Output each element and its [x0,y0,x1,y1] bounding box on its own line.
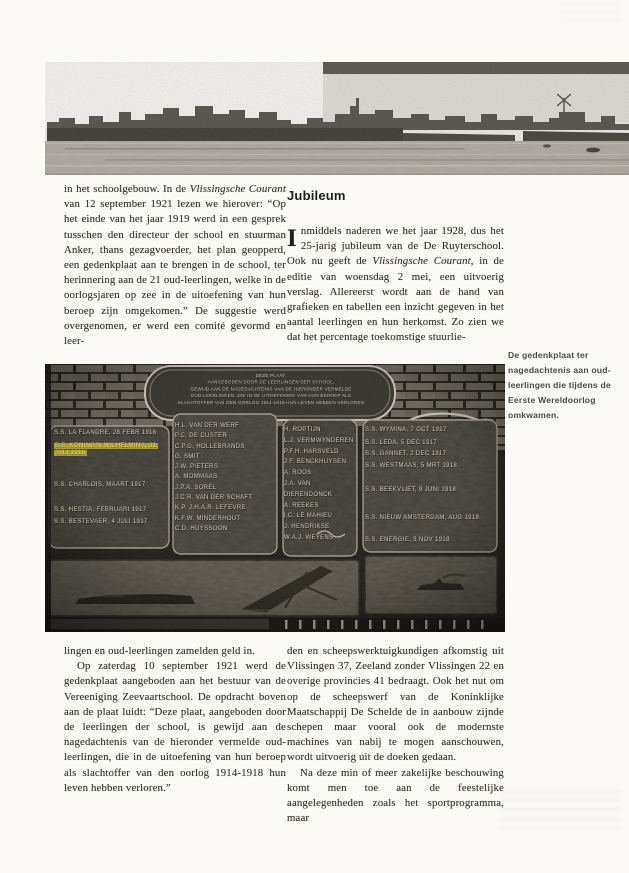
text-segment: van 12 september 1921 lezen we hierover: “Op het einde van het jaar 1919 werd in een gesprek tusschen den directeur der school en stuurman Anker, thans gezagvoerder, het plan geopperd, een gedenkplaat aan te brengen in de school, ter herinnering aan de 21 oud-leerlingen, welke in de oorlogsjaren op zee in de uitoefening van hun beroep zijn omgekomen.” De suggestie werd overgenomen, er werd een comité gevormd en leer- [64,198,287,348]
panorama-art [45,62,629,175]
right-column-top-paragraph [287,224,504,346]
name-entry: P.C. DE CUSTER [175,433,228,440]
memorial-plaque-photo [45,364,505,632]
name-entry: K.P. J.H.A.R. LEFEVRE [175,505,246,512]
name-entry: C.P.G. HOLLEBRANDS [175,443,245,450]
plaque-ships-left [54,430,168,526]
ship-entry: S.S. LEDA, 5 DEC 1917 [365,440,438,446]
right-column-bottom-paragraphs [287,644,504,826]
text-segment: nmiddels naderen we het jaar 1928, dus het 25-jarig jubileum van de De Ruyterschool. Ook nu geeft de [287,225,504,268]
left-column-bottom-paragraphs [64,644,286,796]
plaque-dedication: DEZE PLAAT, AANGEBODEN DOOR DE LEERLINGEN DER SCHOOL, GEWIJD AAN DE NAGEDACHTENIS VAN DE HIERONDER VERMELDE OUD-LEERLINGEN, DIE IN DE UITOEFENING VAN HUN BEROEP ALS SLACHTOFFER VAN DEN OORLOG 1914-1918 HUN LEVEN HEBBEN VERLOREN [177,373,365,406]
italic-title: Vlissingsche Courant [372,255,471,268]
name-entry: K.F.W. MINDERHOUT [175,515,241,522]
ship-entry: S.S. BEEKVLIET, 9 JUNI 1918 [365,487,457,493]
italic-title: Vlissingsche Courant [189,183,286,195]
name-entry: W.A.J. WEYENS [284,534,334,541]
ship-entry: S.S. BESTEVAER, 4 JULI 1917 [54,518,148,525]
name-entry: P.F.H. HARSVELD [284,448,339,455]
ship-entry: S.S. WESTMAAS, 5 MRT 1918 [365,463,458,469]
plaque-ships-right [365,426,493,544]
name-entry: J.W. PIETERS [175,464,219,471]
paragraph: Op zaterdag 10 september 1921 werd de gedenkplaat aangeboden aan het bestuur van de Vereeniging Zeevaartschool. De opdracht boven aan de plaat luidt: “Deze plaat, aangeboden door de leerlingen der school, is gewijd aan de nagedachtenis van de hieronder vermelde oud-leerlingen, die in de uitoefening van hun beroep als slachtoffer van den oorlog 1914-1918 hun leven hebben verloren.” [64,660,286,794]
ship-entry: S.S. NIEUW AMSTERDAM, AUG 1918 [365,515,480,521]
name-entry: L.J. VERMWYNDEREN [284,437,354,444]
name-entry: I.C. LE MAHIEU [284,513,333,520]
plaque-names-column-1 [175,421,279,534]
name-entry: J. HENDRIKSE [284,524,330,531]
drop-cap: I [287,225,297,252]
waterfront-panorama-photo [45,62,629,175]
photo-caption: De gedenkplaat ter nagedachtenis aan oud-leerlingen die tijdens de Eerste Wereldoorlog omkwamen. [508,350,611,420]
paragraph: den en scheepswerktuigkundigen afkomstig uit Vlissingen 37, Zeeland zonder Vlissingen 22 en overige provincies 41 bedraagt. Ook het nut om op de scheepswerf van de Koninklijke Maatschappij De Schelde de in aanbouw zijnde schepen maar vooral ook de modernste machines van nabij te mogen aanschouwen, wordt uitvoerig uit de doeken gedaan. [287,645,504,764]
section-heading: Jubileum [287,188,346,203]
ship-entry-highlighted: S.S. KONINGIN WILHELMINA, 31 JULI 1916 [55,442,157,456]
name-entry: H.L. VAN DER WERF [175,423,240,429]
scan-bleedthrough-artifact [560,2,620,22]
plaque-names-column-2 [284,425,356,544]
ship-entry: S.S. ENERGIE, 3 NOV 1918 [365,537,450,543]
text-segment: in het schoolgebouw. In de [64,183,190,195]
ship-entry: S.S. CHARLOIS, MAART 1917 [54,481,146,488]
name-entry: J.P.A. SOREL [175,484,217,491]
ship-entry: S.S. WYMINA, 7 OCT 1917 [365,427,447,433]
name-entry: C.D. HUYSSOON [175,525,228,532]
paragraph: Na deze min of meer zakelijke beschouwing komt men toe aan de feestelijke aangelegenheden zoals het sportprogramma, maar [287,766,504,825]
name-entry: J.A. VAN DIERENDONCK [284,480,333,498]
paragraph: lingen en oud-leerlingen zamelden geld in. [64,645,255,657]
name-entry: H. ROPTIJN [284,427,321,433]
name-entry: G. SMIT [175,453,200,460]
name-entry: A. REEKES [284,502,319,509]
name-entry: J.F. BENCKHUYSEN [284,459,347,466]
text-segment: , in de editie van woensdag 2 mei, een uitvoerig verslag. Allereerst wordt aan de hand van grafieken en tabellen een inzicht gegeven in het aantal leerlingen en hun herkomst. Zo zien we dat het percentage toekomstige stuurlie- [287,255,504,344]
ship-entry: S.S. HESTIA, FEBRUARI 1917 [54,507,147,513]
ship-entry: S.S. GANNET, 2 DEC 1917 [365,451,447,457]
name-entry: J.C.R. VAN DER SCHAFT [175,495,253,502]
scan-bleedthrough-artifact [500,790,620,830]
name-entry: A. ROOS [284,470,312,477]
ship-entry: S.S. LA FLANDRE, 28 FEBR 1916 [54,430,157,436]
left-column-top-paragraph [64,182,286,349]
name-entry: A. MOMMAAS [175,474,218,481]
